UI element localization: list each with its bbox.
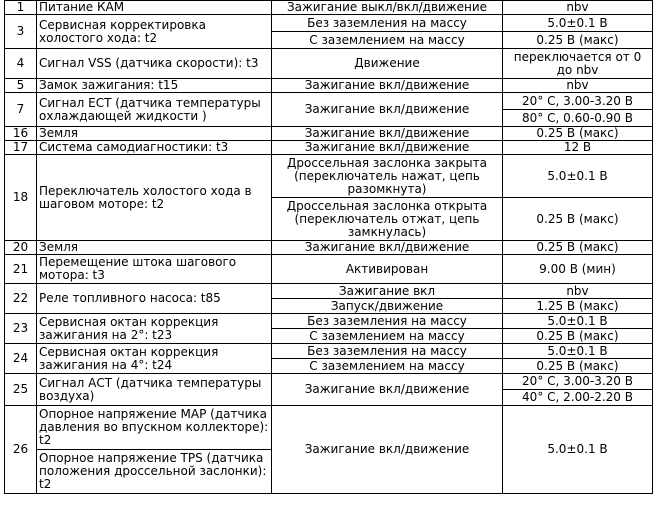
value: 5.0±0.1 В <box>503 314 653 329</box>
condition: Зажигание вкл/движение <box>272 141 503 155</box>
value: 0.25 В (макс) <box>503 127 653 141</box>
table-row <box>5 406 653 450</box>
pin-number: 16 <box>5 127 37 141</box>
condition: Зажигание вкл/движение <box>272 374 503 406</box>
signal-name: Сервисная октан коррекция зажигания на 2°: t23 <box>37 314 272 344</box>
pin-number: 18 <box>5 155 37 241</box>
table-row <box>5 344 653 359</box>
table-row <box>5 93 653 110</box>
table-row <box>5 241 653 255</box>
value: 5.0±0.1 В <box>503 15 653 32</box>
table-row <box>5 127 653 141</box>
condition: Зажигание выкл/вкл/движение <box>272 1 503 15</box>
signal-name: Сервисная октан коррекция зажигания на 4°: t24 <box>37 344 272 374</box>
value: 0.25 В (макс) <box>503 329 653 344</box>
value: 9.00 В (мин) <box>503 255 653 284</box>
pin-number: 22 <box>5 284 37 314</box>
pinout-table <box>4 0 653 494</box>
signal-name: Сигнал ЕСТ (датчика температуры охлаждающей жидкости ) <box>37 93 272 127</box>
value: 20° С, 3.00-3.20 В <box>503 374 653 390</box>
condition: Запуск/движение <box>272 299 503 314</box>
table-row <box>5 79 653 93</box>
pin-number: 5 <box>5 79 37 93</box>
signal-name: Перемещение штока шагового мотора: t3 <box>37 255 272 284</box>
table-row <box>5 155 653 198</box>
table-row <box>5 284 653 299</box>
condition: Зажигание вкл/движение <box>272 406 503 494</box>
condition: Активирован <box>272 255 503 284</box>
pin-number: 25 <box>5 374 37 406</box>
condition: Зажигание вкл/движение <box>272 93 503 127</box>
pin-number: 17 <box>5 141 37 155</box>
value: 12 В <box>503 141 653 155</box>
value: nbv <box>503 79 653 93</box>
condition: Дроссельная заслонка закрыта (переключатель нажат, цепь разомкнута) <box>272 155 503 198</box>
value: 1.25 В (макс) <box>503 299 653 314</box>
value: 0.25 В (макс) <box>503 198 653 241</box>
signal-name: Питание КАМ <box>37 1 272 15</box>
value: 5.0±0.1 В <box>503 344 653 359</box>
value: nbv <box>503 1 653 15</box>
pin-number: 7 <box>5 93 37 127</box>
table-row <box>5 15 653 32</box>
signal-name: Реле топливного насоса: t85 <box>37 284 272 314</box>
signal-name: Система самодиагностики: t3 <box>37 141 272 155</box>
pin-number: 4 <box>5 49 37 79</box>
value: nbv <box>503 284 653 299</box>
signal-name: Сервисная корректировка холостого хода: t2 <box>37 15 272 49</box>
value: 0.25 В (макс) <box>503 359 653 374</box>
table-row <box>5 255 653 284</box>
value: 40° С, 2.00-2.20 В <box>503 390 653 406</box>
value: 0.25 В (макс) <box>503 32 653 49</box>
condition: Движение <box>272 49 503 79</box>
table-row <box>5 1 653 15</box>
condition: С заземлением на массу <box>272 329 503 344</box>
value: 20° С, 3.00-3.20 В <box>503 93 653 110</box>
signal-name: Опорное напряжение TPS (датчика положения дроссельной заслонки): t2 <box>37 450 272 494</box>
condition: Зажигание вкл/движение <box>272 241 503 255</box>
pin-number: 23 <box>5 314 37 344</box>
pin-number: 3 <box>5 15 37 49</box>
condition: Зажигание вкл/движение <box>272 79 503 93</box>
signal-name: Земля <box>37 127 272 141</box>
table-row <box>5 374 653 390</box>
condition: С заземлением на массу <box>272 359 503 374</box>
condition: Без заземления на массу <box>272 344 503 359</box>
pin-number: 21 <box>5 255 37 284</box>
signal-name: Переключатель холостого хода в шаговом моторе: t2 <box>37 155 272 241</box>
condition: Без заземления на массу <box>272 314 503 329</box>
signal-name: Сигнал АСТ (датчика температуры воздуха) <box>37 374 272 406</box>
pin-number: 24 <box>5 344 37 374</box>
value: 5.0±0.1 В <box>503 155 653 198</box>
value: 5.0±0.1 В <box>503 406 653 494</box>
pin-number: 20 <box>5 241 37 255</box>
value: 0.25 В (макс) <box>503 241 653 255</box>
condition: Зажигание вкл <box>272 284 503 299</box>
value: 80° С, 0.60-0.90 В <box>503 110 653 127</box>
pin-number: 26 <box>5 406 37 494</box>
table-row <box>5 314 653 329</box>
pin-number: 1 <box>5 1 37 15</box>
signal-name: Сигнал VSS (датчика скорости): t3 <box>37 49 272 79</box>
table-row <box>5 141 653 155</box>
condition: С заземлением на массу <box>272 32 503 49</box>
condition: Без заземления на массу <box>272 15 503 32</box>
condition: Зажигание вкл/движение <box>272 127 503 141</box>
value: переключается от 0 до nbv <box>503 49 653 79</box>
signal-name: Опорное напряжение МАР (датчика давления во впускном коллекторе): t2 <box>37 406 272 450</box>
signal-name: Земля <box>37 241 272 255</box>
signal-name: Замок зажигания: t15 <box>37 79 272 93</box>
table-row <box>5 49 653 79</box>
condition: Дроссельная заслонка открыта (переключатель отжат, цепь замкнулась) <box>272 198 503 241</box>
